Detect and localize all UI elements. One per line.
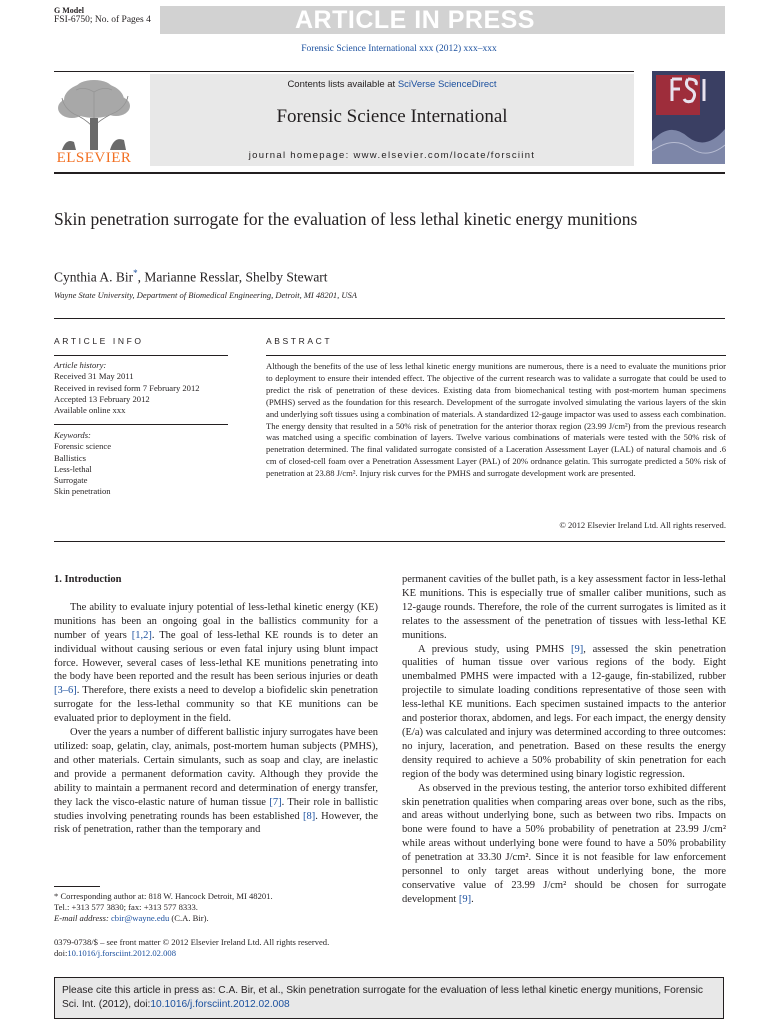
author-first: Cynthia A. Bir bbox=[54, 269, 134, 285]
keyword-item: Skin penetration bbox=[54, 486, 111, 497]
paragraph-text: . The goal of less-lethal KE rounds is to deter an individual without causing serious or even fatal injury using blunt impact force. However, several cases of less-lethal KE munitions penetrating into the body have been reported and the result has been serious injuries or death bbox=[54, 629, 378, 683]
keyword-item: Less-lethal bbox=[54, 463, 92, 474]
body-column-left bbox=[54, 573, 378, 837]
abstract-divider bbox=[54, 541, 725, 542]
history-item: Available online xxx bbox=[54, 405, 126, 416]
manuscript-number: FSI-6750; No. of Pages 4 bbox=[54, 15, 151, 25]
journal-cover-art bbox=[652, 71, 725, 164]
elsevier-wordmark: ELSEVIER bbox=[56, 150, 132, 166]
journal-name: Forensic Science International bbox=[276, 106, 508, 127]
reference-link[interactable]: [1,2] bbox=[131, 629, 152, 641]
body-paragraph bbox=[54, 726, 378, 837]
article-history bbox=[54, 360, 200, 416]
author-footnote bbox=[54, 891, 384, 924]
masthead-top-rule bbox=[54, 71, 634, 72]
issn-line: 0379-0738/$ – see front matter © 2012 Elsevier Ireland Ltd. All rights reserved. bbox=[54, 937, 330, 947]
keywords-list bbox=[54, 430, 111, 498]
abstract-heading: ABSTRACT bbox=[266, 336, 333, 346]
paragraph-text: The ability to evaluate injury potential of less-lethal kinetic energy (KE) munitions has been an ongoing goal in the ballistics community for a number of years bbox=[54, 601, 378, 641]
contents-line bbox=[150, 79, 634, 90]
body-paragraph bbox=[402, 782, 726, 907]
affiliation: Wayne State University, Department of Biomedical Engineering, Detroit, MI 48201, USA bbox=[54, 290, 357, 300]
contents-prefix: Contents lists available at bbox=[287, 79, 398, 90]
email-line bbox=[54, 913, 384, 924]
paragraph-text: . bbox=[471, 893, 474, 905]
journal-cover-thumbnail bbox=[652, 71, 725, 164]
citation-text bbox=[62, 984, 718, 1011]
body-paragraph: permanent cavities of the bullet path, is a key assessment factor in less-lethal KE munitions. This is especially true of smaller caliber munitions, such as 12-gauge rounds. Therefore, the role of the current surrogates is limited as it relates to the assessment of the penetration of tissues with less-lethal KE munitions. bbox=[402, 574, 726, 641]
doi-prefix: doi: bbox=[54, 948, 68, 959]
doi-line bbox=[54, 948, 394, 959]
reference-link[interactable]: [7] bbox=[269, 796, 282, 808]
reference-link[interactable]: [9] bbox=[570, 643, 584, 655]
article-title: Skin penetration surrogate for the evaluation of less lethal kinetic energy munitions bbox=[54, 209, 638, 229]
author-list bbox=[54, 265, 725, 286]
front-matter bbox=[54, 937, 394, 959]
reference-link[interactable]: [9] bbox=[458, 893, 472, 905]
body-paragraph bbox=[402, 643, 726, 782]
title-divider bbox=[54, 318, 725, 319]
g-model-label: G Model bbox=[54, 6, 84, 15]
paragraph-text: . Therefore, there exists a need to develop a biofidelic skin penetration surrogate for the less-lethal community so that KE munitions can be evaluated prior to deployment in the field. bbox=[54, 685, 378, 725]
article-info-heading: ARTICLE INFO bbox=[54, 336, 144, 346]
elsevier-tree-logo bbox=[54, 78, 134, 152]
keyword-item: Ballistics bbox=[54, 452, 86, 463]
doi-link[interactable]: 10.1016/j.forsciint.2012.02.008 bbox=[67, 948, 176, 959]
email-suffix: (C.A. Bir). bbox=[169, 913, 209, 923]
keyword-item: Surrogate bbox=[54, 475, 88, 486]
paragraph-text: A previous study, using PMHS bbox=[418, 643, 571, 655]
paragraph-text: , assessed the skin penetration qualities of human tissue over various regions of the body. Eight unembalmed PMHS were impacted with a 12-gauge, fin-stabilized, rubber projectile to simulate loading conditions representative of those seen with less-lethal KE munitions. Each specimen sustained impacts to the anterior and posterior thorax, abdomen, and legs. For each impact, the energy density (E/a) was calculated and injury was determined according to three outcomes: no injury, laceration, and penetration. Based on these results the energy density required to achieve a 50% probability of skin penetration for each region of the body was determined using binary logistic regression. bbox=[402, 643, 727, 780]
article-in-press-text: ARTICLE IN PRESS bbox=[295, 6, 535, 34]
masthead-bottom-rule bbox=[54, 172, 725, 174]
history-item: Received 31 May 2011 bbox=[54, 371, 134, 382]
citation-doi-link[interactable]: 10.1016/j.forsciint.2012.02.008 bbox=[150, 998, 290, 1010]
abstract-rule bbox=[266, 355, 726, 356]
citation-body: Please cite this article in press as: C.A. Bir, et al., Skin penetration surrogate for the evaluation of less lethal kinetic energy munitions, Forensic Sci. Int. (2012), doi: bbox=[62, 985, 703, 1010]
corresponding-author-link[interactable]: * bbox=[133, 268, 138, 278]
history-item: Received in revised form 7 February 2012 bbox=[54, 382, 200, 393]
journal-homepage-link[interactable]: journal homepage: www.elsevier.com/locate/forsciint bbox=[248, 150, 536, 161]
history-label: Article history: bbox=[54, 360, 107, 370]
body-paragraph bbox=[54, 601, 378, 726]
contact-phone: Tel.: +313 577 3830; fax: +313 577 8333. bbox=[54, 902, 198, 912]
body-column-right bbox=[402, 573, 726, 907]
paragraph-text: . Their role in ballistic studies involving penetrating rounds has been established bbox=[54, 796, 378, 822]
history-item: Accepted 13 February 2012 bbox=[54, 393, 150, 404]
paragraph-text: Over the years a number of different ballistic injury surrogates have been utilized: soap, gelatin, clay, animals, post-mortem human subjects (PMHS), and other materials. Certain simulants, such as soap and clay, are inelastic and provide a permanent deformation cavity. Although they provide the ability to maintain a permanent record and determination of energy transfer, they lack the visco-elastic nature of human tissue bbox=[54, 727, 378, 808]
email-label: E-mail address: bbox=[54, 913, 109, 923]
paragraph-text: As observed in the previous testing, the anterior torso exhibited different skin penetration qualities when comparing areas over bone, such as the ribs, and areas without underlying bone, such as between two ribs. Impacts on bone were found to have a 50% probability of penetration at 23.99 J/cm² while areas without underlying bone were found to have a 50% probability of penetration at 33.30 J/cm². Since it is not feasible for law enforcement personnel to only target areas without underlying bone, the more conservative value of 23.99 J/cm² should be chosen for surrogate development bbox=[402, 782, 726, 905]
sciencedirect-link[interactable]: SciVerse ScienceDirect bbox=[397, 79, 497, 90]
section-heading: 1. Introduction bbox=[54, 574, 122, 585]
keywords-label: Keywords: bbox=[54, 430, 91, 440]
reference-link[interactable]: [3–6] bbox=[54, 685, 77, 697]
abstract-text: Although the benefits of the use of less lethal kinetic energy munitions are numerous, there is a need to evaluate the munitions prior to deployment to ensure their intended effect. The objective of the current research was to validate a surrogate that could be used to predict the risk of penetration of these devices. Existing data from biomechanical testing with post-mortem human specimens (PMHS) served as the foundation for this research. Development of the surrogate involved simulating the various layers of the skin and underlying soft tissues using a combination of materials. A standardized 12-gauge impactor was used to assess each combination. The energy density that resulted in a 50% risk of penetration for the anterior thorax region (23.99 J/cm²) from the previous research was matched using a specific combination of layers. Twelve various combinations of materials were tested with the 50% risk of penetration determined. The final validated surrogate consisted of a Laceration Assessment Layer (LAL) of natural chamois and .6 cm of closed-cell foam over a Penetration Assessment Layer (PAL) of 20% ordnance gelatin. This surrogate predicted a 50% risk of penetration at 23.88 J/cm². Injury risk curves for the PMHS and surrogate development work are presented. bbox=[266, 361, 726, 479]
article-info-rule bbox=[54, 355, 228, 356]
reference-link[interactable]: [8] bbox=[302, 810, 316, 822]
author-others: , Marianne Resslar, Shelby Stewart bbox=[137, 269, 328, 285]
footnote-rule bbox=[54, 886, 100, 887]
journal-reference-link[interactable]: Forensic Science International xxx (2012) xxx–xxx bbox=[301, 44, 497, 54]
copyright-notice: © 2012 Elsevier Ireland Ltd. All rights reserved. bbox=[559, 520, 726, 530]
keyword-item: Forensic science bbox=[54, 441, 112, 452]
keywords-rule bbox=[54, 424, 228, 425]
corresponding-author-note: * Corresponding author at: 818 W. Hancock Detroit, MI 48201. bbox=[54, 891, 273, 901]
email-link[interactable]: cbir@wayne.edu bbox=[110, 913, 170, 923]
paragraph-text: . However, the risk of penetration, rather than the temporary and bbox=[54, 810, 378, 836]
